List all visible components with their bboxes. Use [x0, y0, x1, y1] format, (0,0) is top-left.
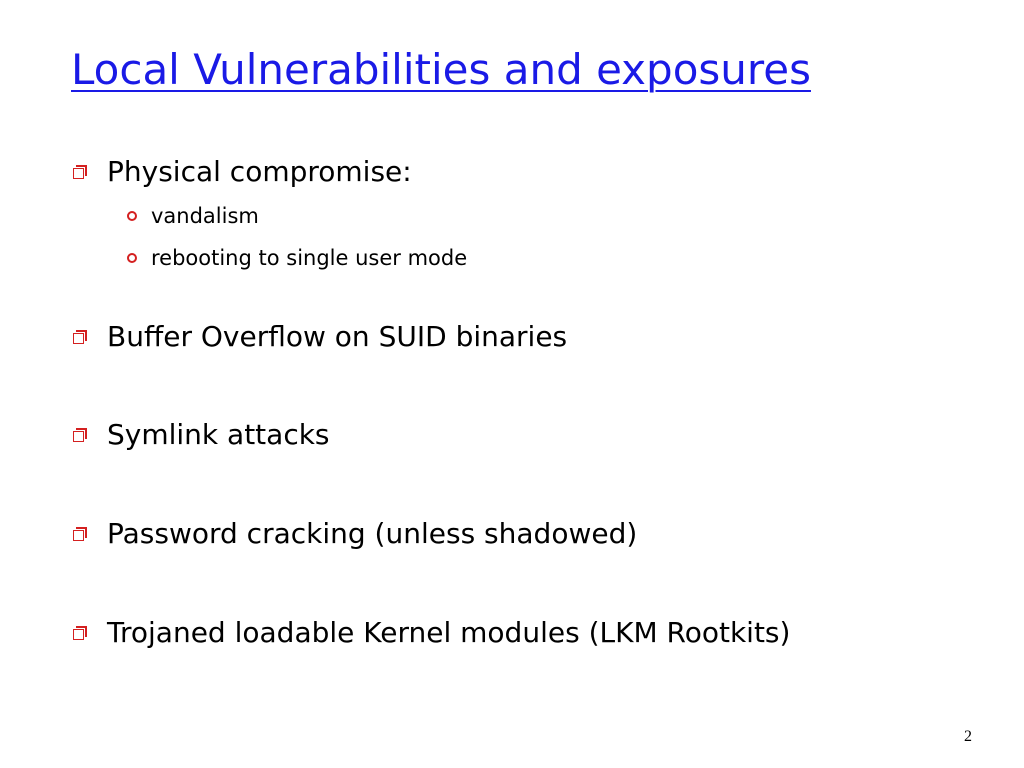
sub-bullet-item-vandalism [127, 203, 259, 229]
square-bullet-icon [73, 166, 85, 178]
page-number: 2 [964, 728, 972, 745]
bullet-text: Trojaned loadable Kernel modules (LKM Rootkits) [107, 616, 791, 649]
sub-bullet-text: vandalism [151, 204, 259, 228]
circle-bullet-icon [127, 253, 137, 263]
square-bullet-icon [73, 627, 85, 639]
square-bullet-icon [73, 331, 85, 343]
sub-bullet-text: rebooting to single user mode [151, 246, 468, 270]
bullet-item-physical-compromise [73, 155, 412, 189]
bullet-item-buffer-overflow [73, 320, 567, 354]
bullet-item-symlink-attacks [73, 418, 330, 452]
sub-bullet-item-rebooting [127, 245, 467, 271]
bullet-text: Symlink attacks [107, 418, 330, 451]
slide-title: Local Vulnerabilities and exposures [71, 45, 811, 94]
bullet-text: Physical compromise: [107, 155, 412, 188]
square-bullet-icon [73, 429, 85, 441]
circle-bullet-icon [127, 211, 137, 221]
bullet-text: Password cracking (unless shadowed) [107, 517, 638, 550]
bullet-item-trojaned-lkm [73, 616, 790, 650]
bullet-item-password-cracking [73, 517, 637, 551]
bullet-text: Buffer Overflow on SUID binaries [107, 320, 568, 353]
square-bullet-icon [73, 528, 85, 540]
